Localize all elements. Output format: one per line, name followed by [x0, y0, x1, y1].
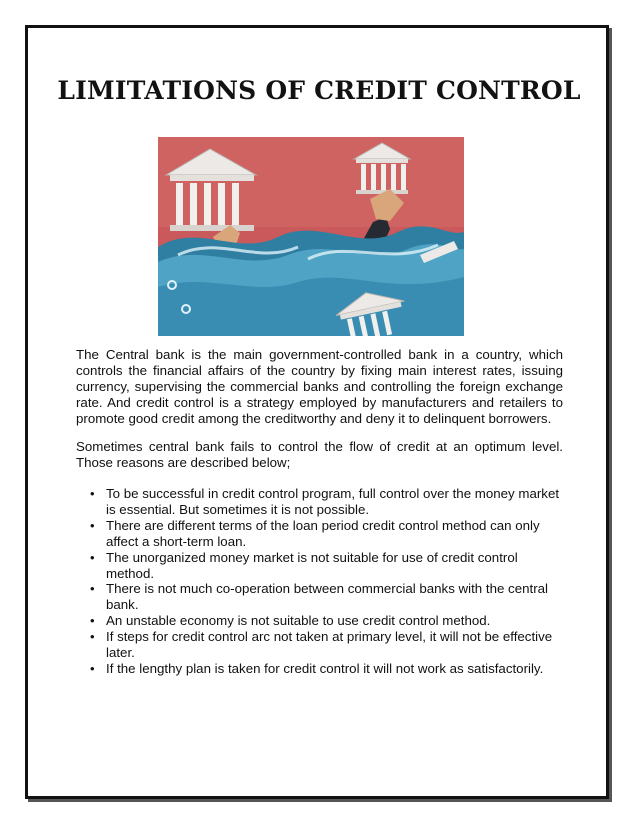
- bullet-icon: •: [90, 549, 95, 565]
- list-item: [76, 613, 563, 629]
- list-item: [76, 581, 563, 613]
- bullet-icon: •: [90, 486, 95, 501]
- list-item-text: To be successful in credit control program, full control over the money market is essential. But sometimes it is not possible.: [106, 486, 560, 517]
- page-title: LIMITATIONS OF CREDIT CONTROL: [57, 76, 581, 105]
- list-item: [76, 550, 563, 582]
- list-item-text: An unstable economy is not suitable to use credit control method.: [106, 613, 491, 629]
- limitations-list: [76, 486, 563, 677]
- list-item-text: If steps for credit control arc not taken at primary level, it will not be effective later.: [106, 629, 553, 661]
- list-item: [76, 518, 563, 550]
- list-item-text: If the lengthy plan is taken for credit control it will not work as satisfactorily.: [106, 660, 544, 676]
- list-item-text: There is not much co-operation between commercial banks with the central bank.: [106, 581, 548, 613]
- list-item: [76, 486, 563, 518]
- bullet-icon: •: [90, 629, 95, 645]
- list-item-text: There are different terms of the loan period credit control method can only affect a short-term loan.: [106, 517, 540, 549]
- reasons-intro-paragraph: Sometimes central bank fails to control the flow of credit at an optimum level. Those reasons are described below;: [76, 439, 563, 470]
- bullet-icon: •: [90, 581, 95, 597]
- intro-paragraph: The Central bank is the main government-controlled bank in a country, which controls the financial affairs of the country by fixing main interest rates, issuing currency, supervising the commercial banks and controlling the foreign exchange rate. And credit control is a strategy employed by manufacturers and retailers to promote good credit among the creditworthy and deny it to delinquent borrowers.: [76, 347, 563, 426]
- bullet-icon: •: [90, 517, 95, 533]
- bullet-icon: •: [90, 613, 95, 629]
- list-item: [76, 661, 563, 677]
- list-item-text: The unorganized money market is not suitable for use of credit control method.: [106, 549, 518, 581]
- bullet-icon: •: [90, 660, 95, 676]
- list-item: [76, 629, 563, 661]
- drowning-banks-illustration: [158, 137, 464, 336]
